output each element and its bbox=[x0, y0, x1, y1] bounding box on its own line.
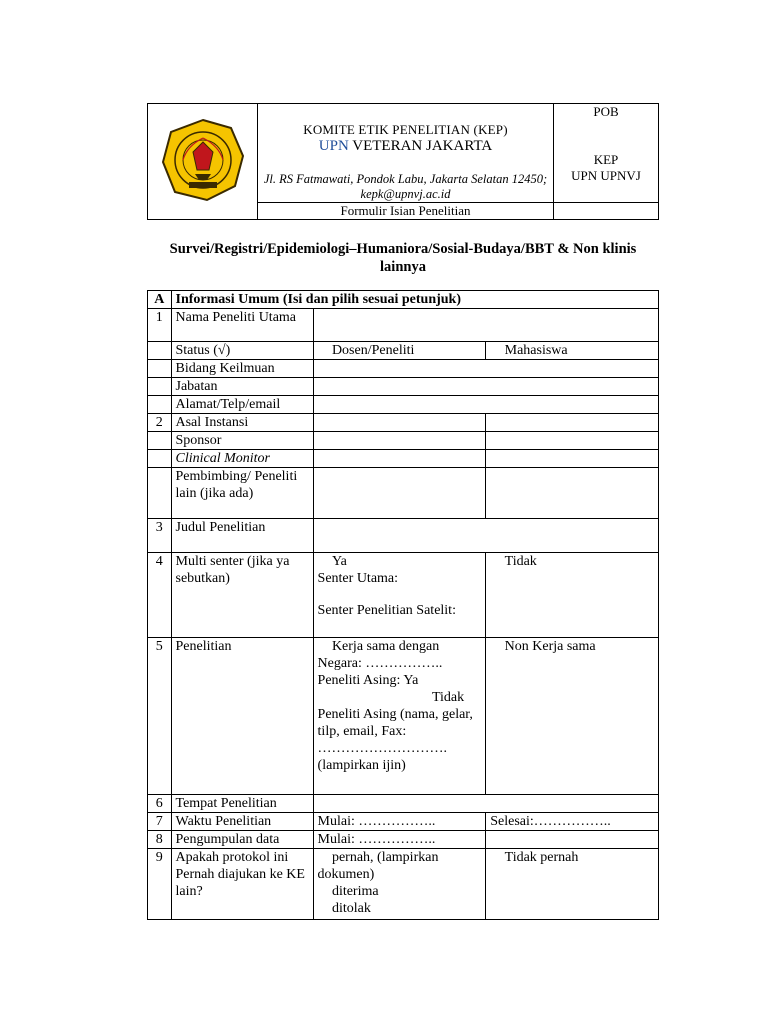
option-label: Mahasiswa bbox=[490, 343, 554, 358]
table-row bbox=[148, 432, 659, 450]
university-name-rest: VETERAN JAKARTA bbox=[348, 138, 493, 154]
option-label: ditolak bbox=[317, 901, 357, 916]
field-label: Bidang Keilmuan bbox=[171, 360, 313, 378]
alamat-field[interactable] bbox=[313, 396, 658, 414]
peneliti-asing-detail: Peneliti Asing (nama, gelar, tilp, email, Fax: bbox=[317, 707, 473, 739]
field-label: Clinical Monitor bbox=[171, 450, 313, 468]
table-row bbox=[148, 450, 659, 468]
email-line: kepk@upnvj.ac.id bbox=[360, 187, 451, 201]
university-prefix: UPN bbox=[318, 138, 349, 154]
sponsor-field[interactable] bbox=[313, 432, 486, 450]
senter-utama-label: Senter Utama: bbox=[317, 571, 399, 586]
nama-peneliti-field[interactable] bbox=[313, 309, 658, 342]
waktu-selesai-field[interactable]: Selesai:…………….. bbox=[486, 813, 659, 831]
kep-org-label: UPN UPNVJ bbox=[571, 168, 641, 183]
row-number: 7 bbox=[148, 813, 172, 831]
field-label: Apakah protokol ini Pernah diajukan ke KE lain? bbox=[171, 849, 313, 920]
checkbox-icon bbox=[318, 343, 329, 358]
ditolak-option[interactable] bbox=[318, 900, 482, 917]
option-label: Tidak bbox=[417, 690, 450, 705]
peneliti-asing-ya-line[interactable] bbox=[318, 672, 482, 689]
jabatan-field[interactable] bbox=[313, 378, 658, 396]
instansi-field[interactable] bbox=[313, 414, 486, 432]
status-option-mahasiswa[interactable] bbox=[486, 342, 659, 360]
multi-senter-ya-cell[interactable] bbox=[313, 553, 486, 638]
option-label: pernah, (lampirkan dokumen) bbox=[317, 850, 425, 882]
row-number: 4 bbox=[148, 553, 172, 638]
peneliti-asing-tidak-line[interactable] bbox=[318, 689, 482, 706]
logo-cell bbox=[148, 104, 258, 220]
form-title: Formulir Isian Penelitian bbox=[258, 203, 554, 220]
multi-senter-tidak-cell[interactable] bbox=[486, 553, 659, 638]
committee-name: KOMITE ETIK PENELITIAN (KEP) bbox=[303, 122, 508, 137]
header-table bbox=[147, 103, 659, 220]
pengumpulan-empty-field[interactable] bbox=[486, 831, 659, 849]
option-label: Tidak bbox=[490, 554, 523, 569]
table-row bbox=[148, 519, 659, 553]
field-label: Sponsor bbox=[171, 432, 313, 450]
option-label: diterima bbox=[317, 884, 365, 899]
option-label: Non Kerja sama bbox=[490, 639, 582, 654]
table-row bbox=[148, 638, 659, 795]
table-row bbox=[148, 360, 659, 378]
field-label: Nama Peneliti Utama bbox=[171, 309, 313, 342]
checkbox-icon bbox=[318, 554, 329, 569]
university-name bbox=[258, 138, 553, 155]
table-row bbox=[148, 553, 659, 638]
kep-label: KEP bbox=[593, 152, 619, 167]
checkbox-icon bbox=[418, 690, 429, 705]
row-number: 9 bbox=[148, 849, 172, 920]
kerja-sama-cell[interactable] bbox=[313, 638, 486, 795]
table-row bbox=[148, 414, 659, 432]
pembimbing-field-2[interactable] bbox=[486, 468, 659, 519]
empty-cell bbox=[554, 203, 659, 220]
bidang-field[interactable] bbox=[313, 360, 658, 378]
checkbox-icon bbox=[490, 343, 501, 358]
field-label: Asal Instansi bbox=[171, 414, 313, 432]
row-number: 8 bbox=[148, 831, 172, 849]
field-label: Jabatan bbox=[171, 378, 313, 396]
table-row bbox=[148, 795, 659, 813]
table-row bbox=[148, 849, 659, 920]
checkbox-icon bbox=[490, 554, 501, 569]
pob-cell bbox=[554, 104, 659, 203]
judul-field[interactable] bbox=[313, 519, 658, 553]
checkbox-icon bbox=[318, 850, 329, 865]
table-row bbox=[148, 309, 659, 342]
table-row bbox=[148, 378, 659, 396]
section-title: Informasi Umum (Isi dan pilih sesuai petunjuk) bbox=[171, 291, 659, 309]
field-label: Penelitian bbox=[171, 638, 313, 795]
committee-cell bbox=[258, 104, 554, 203]
protokol-tidak-pernah-cell[interactable] bbox=[486, 849, 659, 920]
row-number: 3 bbox=[148, 519, 172, 553]
sponsor-field-2[interactable] bbox=[486, 432, 659, 450]
field-label: Waktu Penelitian bbox=[171, 813, 313, 831]
field-label: Multi senter (jika ya sebutkan) bbox=[171, 553, 313, 638]
table-row bbox=[148, 291, 659, 309]
field-label: Judul Penelitian bbox=[171, 519, 313, 553]
table-row bbox=[148, 468, 659, 519]
research-info-table bbox=[147, 290, 659, 920]
field-label: Status (√) bbox=[171, 342, 313, 360]
senter-satelit-label: Senter Penelitian Satelit: bbox=[317, 603, 456, 618]
checkbox-icon bbox=[318, 639, 329, 654]
checkbox-icon bbox=[318, 901, 329, 916]
status-option-dosen[interactable] bbox=[313, 342, 486, 360]
option-label: Peneliti Asing: Ya bbox=[317, 673, 419, 688]
checkbox-icon bbox=[490, 850, 501, 865]
lampirkan-ijin-label: (lampirkan ijin) bbox=[317, 758, 406, 773]
dotted-line: ………………………. bbox=[317, 741, 448, 756]
field-label: Pengumpulan data bbox=[171, 831, 313, 849]
instansi-field-2[interactable] bbox=[486, 414, 659, 432]
checkbox-icon bbox=[490, 639, 501, 654]
table-row bbox=[148, 396, 659, 414]
protokol-pernah-cell[interactable] bbox=[313, 849, 486, 920]
field-label: Tempat Penelitian bbox=[171, 795, 313, 813]
document-title: Survei/Registri/Epidemiologi–Humaniora/Sosial-Budaya/BBT & Non klinis lainnya bbox=[169, 241, 637, 275]
option-label: Dosen/Peneliti bbox=[317, 343, 400, 358]
section-letter: A bbox=[148, 291, 172, 309]
non-kerja-sama-cell[interactable] bbox=[486, 638, 659, 795]
checkbox-icon bbox=[318, 884, 329, 899]
row-number: 1 bbox=[148, 309, 172, 342]
university-logo-icon bbox=[159, 116, 247, 204]
table-row bbox=[148, 342, 659, 360]
pob-label: POB bbox=[593, 104, 619, 119]
pengumpulan-mulai-field[interactable]: Mulai: …………….. bbox=[313, 831, 486, 849]
address-line: Jl. RS Fatmawati, Pondok Labu, Jakarta Selatan 12450; bbox=[263, 172, 548, 186]
row-number: 6 bbox=[148, 795, 172, 813]
row-number: 5 bbox=[148, 638, 172, 795]
waktu-mulai-field[interactable]: Mulai: …………….. bbox=[313, 813, 486, 831]
field-label: Pembimbing/ Peneliti lain (jika ada) bbox=[171, 468, 313, 519]
option-label: Kerja sama dengan bbox=[317, 639, 425, 654]
diterima-option[interactable] bbox=[318, 883, 482, 900]
table-row bbox=[148, 813, 659, 831]
table-row bbox=[148, 831, 659, 849]
option-label: Tidak pernah bbox=[490, 850, 565, 865]
clinical-monitor-field[interactable] bbox=[313, 450, 486, 468]
field-label: Alamat/Telp/email bbox=[171, 396, 313, 414]
option-label: Ya bbox=[317, 554, 333, 569]
pembimbing-field[interactable] bbox=[313, 468, 486, 519]
tempat-field[interactable] bbox=[313, 795, 658, 813]
row-number: 2 bbox=[148, 414, 172, 432]
address bbox=[258, 172, 553, 202]
negara-line: Negara: …………….. bbox=[317, 656, 443, 671]
clinical-monitor-field-2[interactable] bbox=[486, 450, 659, 468]
